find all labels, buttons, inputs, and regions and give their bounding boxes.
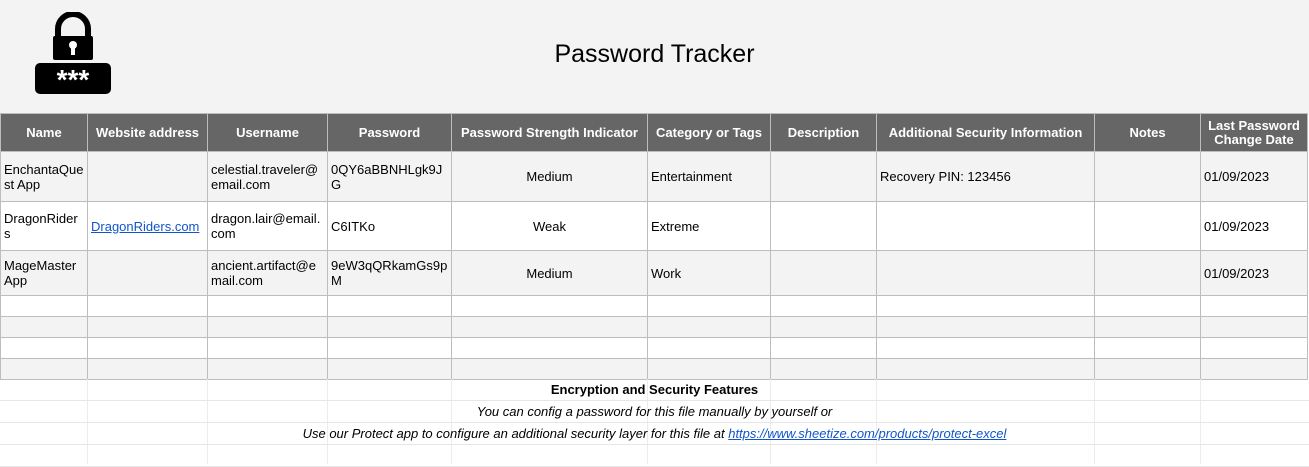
page-title: Password Tracker — [554, 40, 755, 68]
cell-date[interactable]: 01/09/2023 — [1201, 152, 1308, 202]
cell-password[interactable]: 9eW3qQRkamGs9pM — [328, 251, 452, 296]
cell-password[interactable]: C6ITKo — [328, 202, 452, 251]
cell-strength[interactable]: Medium — [452, 251, 648, 296]
cell-username[interactable]: ancient.artifact@email.com — [208, 251, 328, 296]
column-header-security[interactable]: Additional Security Information — [877, 114, 1095, 152]
cell-category[interactable]: Work — [648, 251, 771, 296]
cell-security[interactable]: Recovery PIN: 123456 — [877, 152, 1095, 202]
cell-category[interactable]: Entertainment — [648, 152, 771, 202]
cell-security[interactable] — [877, 251, 1095, 296]
cell-website[interactable] — [88, 152, 208, 202]
cell-website[interactable] — [88, 202, 208, 251]
cell-date[interactable]: 01/09/2023 — [1201, 202, 1308, 251]
password-table — [0, 113, 1308, 380]
column-header-strength[interactable]: Password Strength Indicator — [452, 114, 648, 152]
cell-name[interactable]: EnchantaQuest App — [1, 152, 88, 202]
cell-username[interactable]: celestial.traveler@email.com — [208, 152, 328, 202]
footer-line-2-text: Use our Protect app to configure an additional security layer for this file at — [302, 426, 729, 441]
column-header-username[interactable]: Username — [208, 114, 328, 152]
header-banner — [0, 0, 1309, 113]
column-header-password[interactable]: Password — [328, 114, 452, 152]
security-footer — [0, 379, 1309, 467]
empty-row — [1, 296, 1308, 317]
cell-date[interactable]: 01/09/2023 — [1201, 251, 1308, 296]
cell-name[interactable]: MageMaster App — [1, 251, 88, 296]
cell-name[interactable]: DragonRiders — [1, 202, 88, 251]
cell-notes[interactable] — [1095, 251, 1201, 296]
cell-description[interactable] — [771, 251, 877, 296]
column-header-name[interactable]: Name — [1, 114, 88, 152]
cell-notes[interactable] — [1095, 202, 1201, 251]
column-header-date[interactable]: Last Password Change Date — [1201, 114, 1308, 152]
column-header-website[interactable]: Website address — [88, 114, 208, 152]
cell-username[interactable]: dragon.lair@email.com — [208, 202, 328, 251]
table-header-row — [1, 114, 1308, 152]
protect-excel-link[interactable]: https://www.sheetize.com/products/protect-excel — [728, 426, 1007, 441]
footer-line-1: You can config a password for this file manually by yourself or — [0, 401, 1309, 423]
cell-description[interactable] — [771, 152, 877, 202]
website-link[interactable]: DragonRiders.com — [91, 218, 200, 234]
footer-heading: Encryption and Security Features — [0, 379, 1309, 401]
password-mask-text: *** — [56, 64, 90, 95]
column-header-notes[interactable]: Notes — [1095, 114, 1201, 152]
cell-description[interactable] — [771, 202, 877, 251]
table-row — [1, 152, 1308, 202]
cell-notes[interactable] — [1095, 152, 1201, 202]
footer-line-2 — [0, 423, 1309, 445]
cell-strength[interactable]: Weak — [452, 202, 648, 251]
column-header-description[interactable]: Description — [771, 114, 877, 152]
cell-category[interactable]: Extreme — [648, 202, 771, 251]
cell-website[interactable] — [88, 251, 208, 296]
empty-row — [1, 359, 1308, 380]
table-row — [1, 202, 1308, 251]
cell-password[interactable]: 0QY6aBBNHLgk9JG — [328, 152, 452, 202]
empty-row — [1, 338, 1308, 359]
table-row — [1, 251, 1308, 296]
cell-security[interactable] — [877, 202, 1095, 251]
column-header-category[interactable]: Category or Tags — [648, 114, 771, 152]
cell-strength[interactable]: Medium — [452, 152, 648, 202]
empty-row — [1, 317, 1308, 338]
